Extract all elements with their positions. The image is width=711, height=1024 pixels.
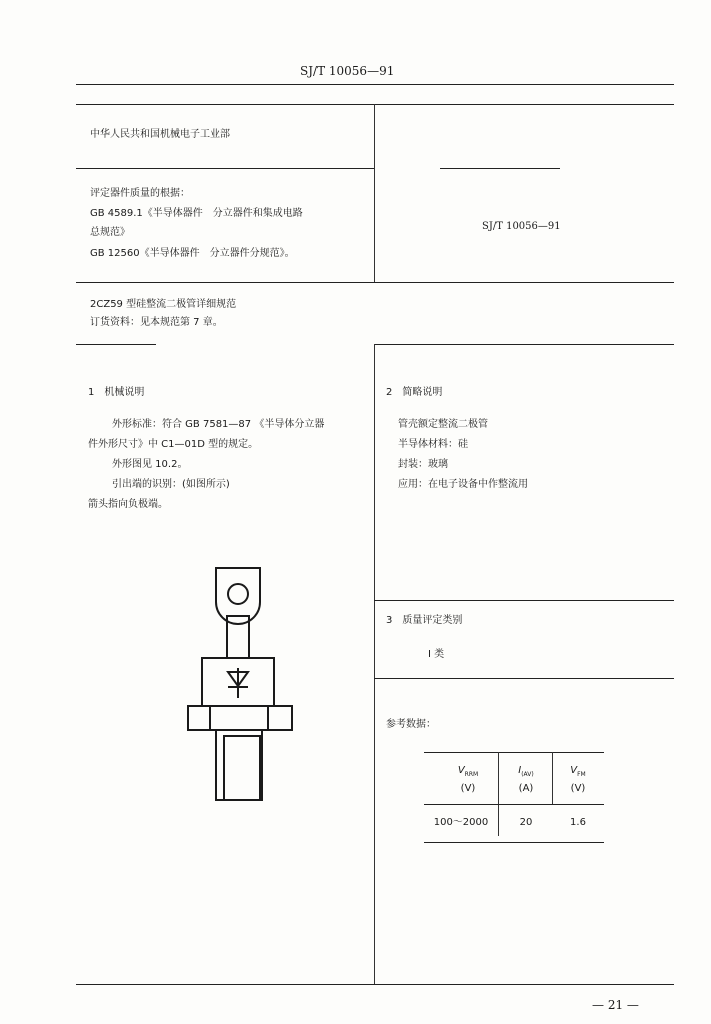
section-2-line-1: 管壳额定整流二极管 bbox=[398, 419, 488, 430]
mounting-hole bbox=[228, 584, 248, 604]
column-divider-top bbox=[374, 104, 375, 282]
column-divider-bottom bbox=[374, 344, 375, 984]
basis-doc-code: SJ/T 10056—91 bbox=[482, 221, 561, 232]
ref-col3-sub: FM bbox=[577, 771, 586, 778]
section-1-line-2: 件外形尺寸》中 C1—01D 型的规定。 bbox=[88, 439, 259, 450]
header-rule-2 bbox=[76, 104, 674, 105]
ref-table-top-rule bbox=[424, 752, 604, 753]
header-doc-code: SJ/T 10056—91 bbox=[300, 64, 395, 78]
page-number: — 21 — bbox=[592, 998, 639, 1012]
section-2-rule bbox=[374, 600, 674, 601]
spec-title: 2CZ59 型硅整流二极管详细规范 bbox=[90, 299, 237, 310]
section-3-rule bbox=[374, 678, 674, 679]
section-2-line-2: 半导体材料：硅 bbox=[398, 439, 468, 450]
section-1-line-3: 外形图见 10.2。 bbox=[112, 459, 188, 470]
section-1-line-5: 箭头指向负极端。 bbox=[88, 499, 168, 510]
ref-table-col-divider-1 bbox=[498, 752, 499, 836]
basis-line-4: GB 12560《半导体器件 分立器件分规范》。 bbox=[90, 248, 295, 259]
section-1-line-4: 引出端的识别：(如图所示) bbox=[112, 479, 230, 490]
hex-nut bbox=[188, 706, 292, 730]
ref-col3-unit: (V) bbox=[570, 783, 586, 794]
basis-rule bbox=[76, 282, 674, 283]
issuer-rule-left bbox=[76, 168, 374, 169]
section-3-category: I 类 bbox=[428, 649, 445, 660]
ref-col2-unit: (A) bbox=[518, 783, 534, 794]
ref-col2-sym: I bbox=[518, 765, 522, 776]
section-3-heading: 3 质量评定类别 bbox=[386, 615, 463, 626]
ref-col1-sym: V bbox=[457, 765, 465, 776]
header-rule-top bbox=[76, 84, 674, 85]
footer-rule bbox=[76, 984, 674, 985]
ref-col3-sym: V bbox=[570, 765, 578, 776]
ref-row-value-1: 100～2000 bbox=[433, 817, 489, 828]
section-1-line-1: 外形标准：符合 GB 7581—87 《半导体分立器 bbox=[112, 419, 325, 430]
title-rule-left bbox=[76, 344, 156, 345]
ref-col1-unit: (V) bbox=[460, 783, 476, 794]
ref-col1-sub: RRM bbox=[464, 771, 479, 778]
basis-line-2: GB 4589.1《半导体器件 分立器件和集成电路 bbox=[90, 208, 303, 219]
threaded-stud bbox=[216, 730, 262, 800]
issuer-rule-right bbox=[440, 168, 560, 169]
issuer-text: 中华人民共和国机械电子工业部 bbox=[90, 129, 230, 140]
section-2-heading: 2 简略说明 bbox=[386, 387, 443, 398]
ref-col2-sub: (AV) bbox=[521, 771, 534, 778]
section-2-line-3: 封装：玻璃 bbox=[398, 459, 448, 470]
ref-row-value-3: 1.6 bbox=[570, 817, 586, 828]
ordering-info: 订货资料：见本规范第 7 章。 bbox=[90, 317, 223, 328]
ref-col2-symbol bbox=[506, 764, 546, 782]
ref-table-col-divider-2 bbox=[552, 752, 553, 804]
ref-row-value-2: 20 bbox=[519, 817, 533, 828]
ref-col1-symbol bbox=[448, 764, 488, 782]
title-rule-right bbox=[374, 344, 674, 345]
diode-outline-drawing bbox=[180, 560, 310, 810]
section-1-heading: 1 机械说明 bbox=[88, 387, 145, 398]
reference-label: 参考数据： bbox=[386, 719, 436, 730]
section-2-line-4: 应用：在电子设备中作整流用 bbox=[398, 479, 528, 490]
basis-line-3: 总规范》 bbox=[90, 227, 130, 238]
ref-col3-symbol bbox=[558, 764, 598, 782]
ref-table-header-rule bbox=[424, 804, 604, 805]
ref-table-bottom-rule bbox=[424, 842, 604, 843]
basis-line-1: 评定器件质量的根据： bbox=[90, 188, 190, 199]
